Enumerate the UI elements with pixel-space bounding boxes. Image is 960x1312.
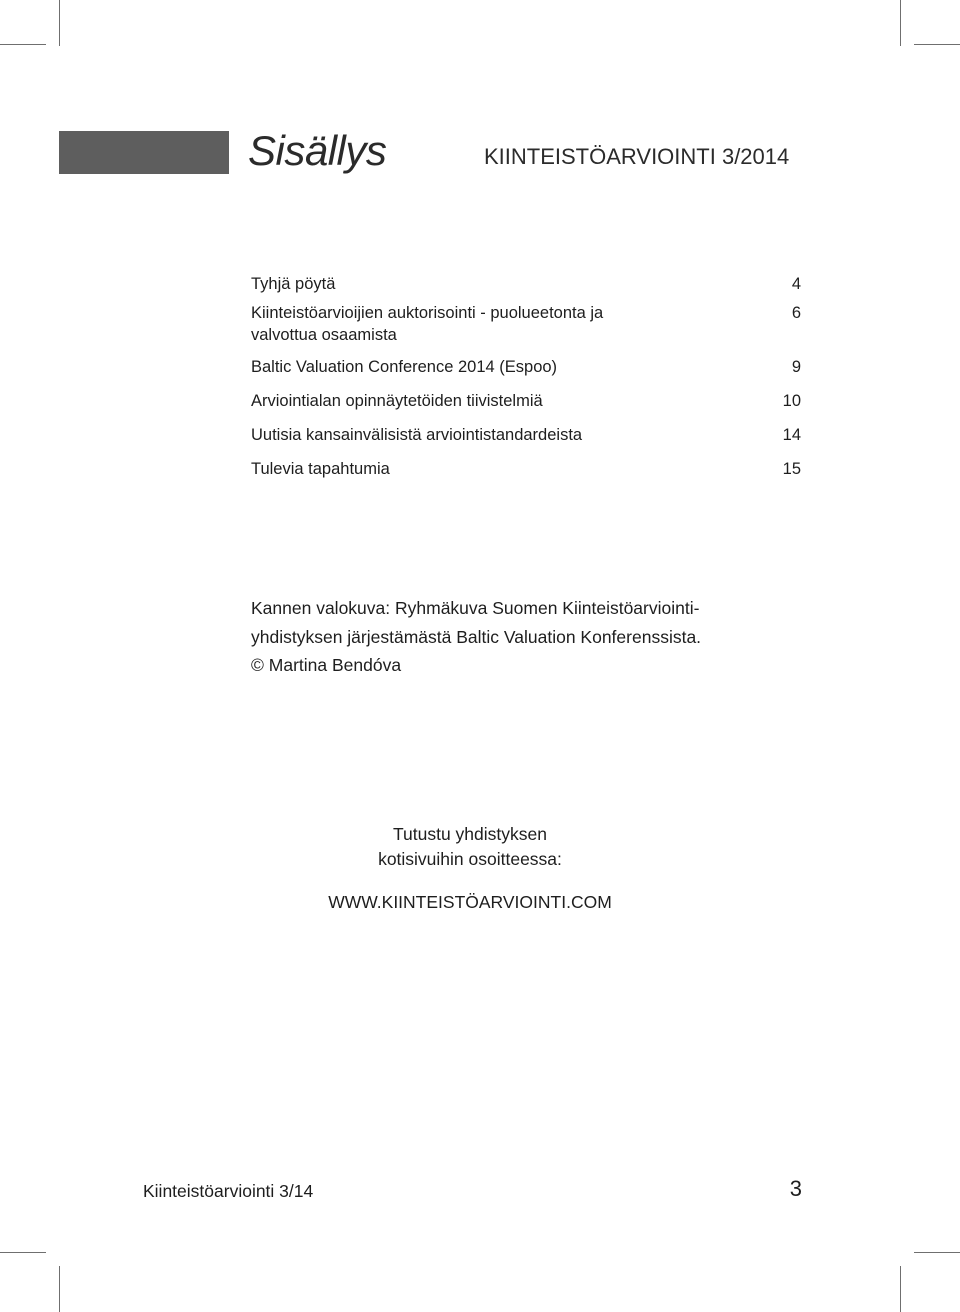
crop-mark xyxy=(0,44,46,45)
website-promo xyxy=(300,822,640,872)
toc-entry-title: Arviointialan opinnäytetöiden tiivistelmiä xyxy=(251,392,543,410)
toc-entry-page: 6 xyxy=(791,304,801,322)
crop-mark xyxy=(59,0,60,46)
toc-entry[interactable] xyxy=(251,458,801,480)
table-of-contents xyxy=(251,273,801,480)
toc-entry[interactable] xyxy=(251,302,801,346)
page-number: 3 xyxy=(789,1176,802,1201)
toc-entry-page: 15 xyxy=(782,460,801,478)
crop-mark xyxy=(59,1266,60,1312)
toc-entry-title: Tyhjä pöytä xyxy=(251,275,336,293)
issue-label: KIINTEISTÖARVIOINTI 3/2014 xyxy=(484,144,790,169)
promo-line: kotisivuihin osoitteessa: xyxy=(378,849,562,869)
toc-entry[interactable] xyxy=(251,424,801,446)
website-link[interactable]: WWW.KIINTEISTÖARVIOINTI.COM xyxy=(328,892,612,912)
footer-publication: Kiinteistöarviointi 3/14 xyxy=(143,1181,314,1201)
toc-entry[interactable] xyxy=(251,273,801,295)
toc-entry[interactable] xyxy=(251,356,801,378)
toc-entry-page: 4 xyxy=(791,275,801,293)
crop-mark xyxy=(0,1252,46,1253)
toc-entry-title: Tulevia tapahtumia xyxy=(251,460,390,478)
caption-line: Kannen valokuva: Ryhmäkuva Suomen Kiinteistöarviointi- xyxy=(251,598,700,618)
toc-entry-page: 10 xyxy=(782,392,801,410)
crop-mark xyxy=(900,1266,901,1312)
toc-entry[interactable] xyxy=(251,390,801,412)
crop-mark xyxy=(914,1252,960,1253)
header-bar xyxy=(59,131,229,174)
crop-mark xyxy=(914,44,960,45)
toc-entry-page: 14 xyxy=(782,426,801,444)
toc-entry-title: Kiinteistöarvioijien auktorisointi - puolueetonta ja valvottua osaamista xyxy=(251,304,604,344)
photo-credit: © Martina Bendóva xyxy=(251,655,402,675)
cover-caption xyxy=(251,594,771,680)
toc-entry-page: 9 xyxy=(791,358,801,376)
crop-mark xyxy=(900,0,901,46)
toc-entry-title: Uutisia kansainvälisistä arviointistandardeista xyxy=(251,426,583,444)
toc-entry-title: Baltic Valuation Conference 2014 (Espoo) xyxy=(251,358,558,376)
page-title: Sisällys xyxy=(248,127,387,174)
promo-line: Tutustu yhdistyksen xyxy=(392,824,547,844)
caption-line: yhdistyksen järjestämästä Baltic Valuation Konferenssista. xyxy=(251,626,702,647)
